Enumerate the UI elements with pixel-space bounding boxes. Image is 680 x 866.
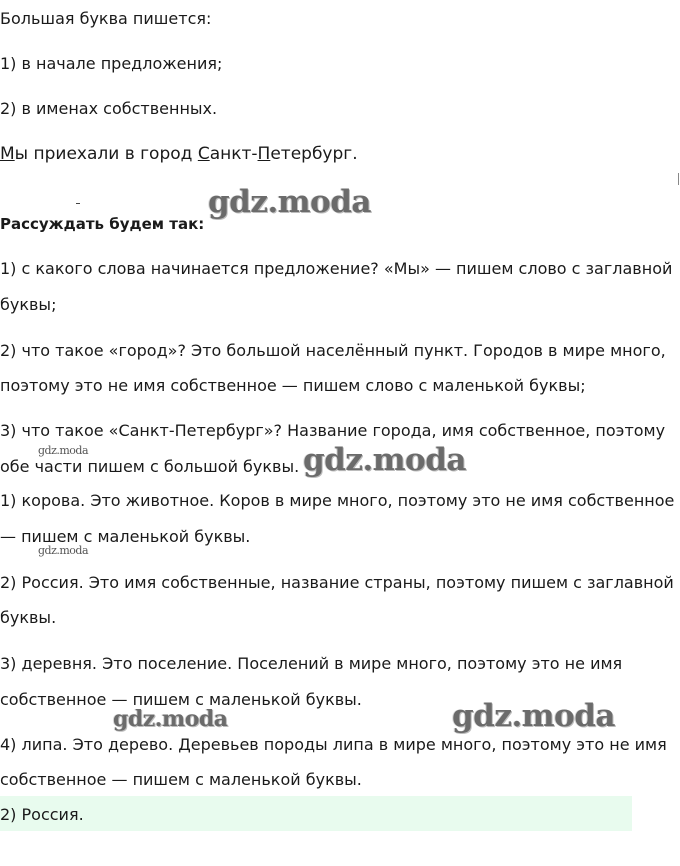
answer-2-line2: буквы.	[0, 608, 57, 627]
answer-2-line1: 2) Россия. Это имя собственные, название страны, поэтому пишем с заглавной	[0, 573, 674, 592]
answer-3-line2: собственное — пишем с маленькой буквы.	[0, 690, 362, 709]
reasoning-p1-line2: буквы;	[0, 295, 57, 314]
capital-letter-m: М	[0, 144, 15, 164]
rule-item-2: 2) в именах собственных.	[0, 99, 218, 118]
rule-item-1: 1) в начале предложения;	[0, 54, 223, 73]
reasoning-p2-line2: поэтому это не имя собственное — пишем слово с маленькой буквы;	[0, 376, 586, 395]
reasoning-p3-line1: 3) что такое «Санкт-Петербург»? Название города, имя собственное, поэтому	[0, 421, 666, 440]
reasoning-heading: Рассуждать будем так:	[0, 215, 205, 233]
final-answer: 2) Россия.	[0, 805, 84, 824]
stray-mark	[76, 203, 80, 204]
watermark-small-2: gdz.moda	[38, 544, 89, 557]
example-sentence: Мы приехали в город Санкт-Петербург.	[0, 144, 358, 164]
answer-highlight	[0, 796, 632, 831]
capital-letter-p: П	[257, 144, 271, 164]
answer-4-line2: собственное — пишем с маленькой буквы.	[0, 770, 362, 789]
reasoning-p2-line1: 2) что такое «город»? Это большой населённый пункт. Городов в мире много,	[0, 341, 666, 360]
edge-mark	[678, 173, 679, 185]
answer-3-line1: 3) деревня. Это поселение. Поселений в мире много, поэтому это не имя	[0, 654, 623, 673]
rule-title: Большая буква пишется:	[0, 9, 212, 28]
watermark-logo-3: gdz.moda	[113, 706, 228, 732]
watermark-small-1: gdz.moda	[38, 444, 89, 457]
capital-letter-s: С	[197, 144, 210, 164]
watermark-logo: gdz.moda	[208, 184, 371, 220]
reasoning-p1-line1: 1) с какого слова начинается предложение? «Мы» — пишем слово с заглавной	[0, 259, 673, 278]
answer-1-line2: — пишем с маленькой буквы.	[0, 527, 251, 546]
answer-1-line1: 1) корова. Это животное. Коров в мире много, поэтому это не имя собственное	[0, 491, 675, 510]
answer-4-line1: 4) липа. Это дерево. Деревьев породы липа в мире много, поэтому это не имя	[0, 735, 667, 754]
watermark-logo-2: gdz.moda	[303, 442, 466, 478]
watermark-logo-4: gdz.moda	[452, 698, 615, 734]
reasoning-p3-line2: обе части пишем с большой буквы.	[0, 457, 300, 476]
